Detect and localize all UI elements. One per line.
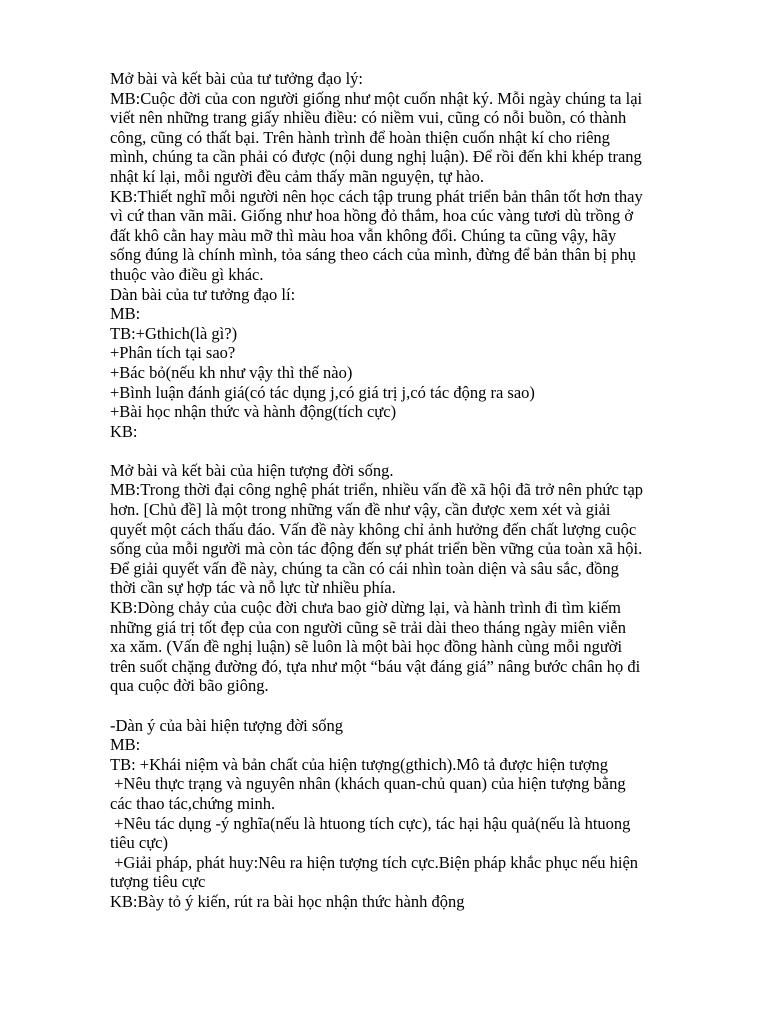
paragraph-line: thời cần sự hợp tác và nỗ lực từ nhiều phía. [110,578,396,598]
outline-heading: -Dàn ý của bài hiện tượng đời sống [110,715,344,735]
outline-item: +Giải pháp, phát huy:Nêu ra hiện tượng tích cực.Biện pháp khắc phục nếu hiện [110,852,639,872]
outline-item: KB: [110,421,138,441]
paragraph-line: MB:Trong thời đại công nghệ phát triển, nhiều vấn đề xã hội đã trở nên phức tạp [110,480,644,500]
blank-line [110,696,700,716]
outline-item: tượng tiêu cực [110,872,206,892]
outline-item: +Bình luận đánh giá(có tác dụng j,có giá trị j,có tác động ra sao) [110,382,535,402]
paragraph-line: công, cũng có thất bại. Trên hành trình để hoàn thiện cuốn nhật kí cho riêng [110,127,610,147]
outline-item: +Phân tích tại sao? [110,343,236,363]
paragraph-line: MB:Cuộc đời của con người giống như một cuốn nhật ký. Mỗi ngày chúng ta lại [110,88,643,108]
paragraph-line: quyết một cách thấu đáo. Vấn đề này không chỉ ảnh hưởng đến chất lượng cuộc [110,519,637,539]
outline-item: TB: +Khái niệm và bản chất của hiện tượng(gthich).Mô tả được hiện tượng [110,754,609,774]
paragraph-line: viết nên những trang giấy nhiều điều: có niềm vui, cũng có nỗi buồn, có thành [110,108,627,128]
outline-item: MB: [110,304,141,324]
heading-hien-tuong: Mở bài và kết bài của hiện tượng đời sống. [110,460,394,480]
section-dao-ly [110,69,700,441]
outline-item: các thao tác,chứng minh. [110,793,276,813]
paragraph-line: vì cứ than vãn mãi. Giống như hoa hồng đỏ thắm, hoa cúc vàng tươi dù trồng ở [110,206,634,226]
paragraph-line: qua cuộc đời bão giông. [110,676,269,696]
paragraph-line: đất khô cằn hay màu mỡ thì màu hoa vẫn không đổi. Chúng ta cũng vậy, hãy [110,225,617,245]
blank-line [110,441,700,461]
outline-item: MB: [110,735,141,755]
paragraph-line: Để giải quyết vấn đề này, chúng ta cần có cái nhìn toàn diện và sâu sắc, đồng [110,558,619,578]
paragraph-line: sống đúng là chính mình, tỏa sáng theo cách của mình, đừng để bản thân bị phụ [110,245,636,265]
paragraph-line: thuộc vào điều gì khác. [110,264,264,284]
outline-item: TB:+Gthich(là gì?) [110,323,238,343]
section-dan-y [110,716,700,912]
paragraph-line: mình, chúng ta cần phải có được (nội dung nghị luận). Để rồi đến khi khép trang [110,147,642,167]
paragraph-line: KB:Thiết nghĩ mỗi người nên học cách tập trung phát triển bản thân tốt hơn thay [110,186,643,206]
document-page [110,69,700,912]
paragraph-line: hơn. [Chủ đề] là một trong những vấn đề như vậy, cần được xem xét và giải [110,500,611,520]
paragraph-line: nhật kí lại, mỗi người đều cảm thấy mãn nguyện, tự hào. [110,166,484,186]
outline-item: +Nêu thực trạng và nguyên nhân (khách quan-chủ quan) của hiện tượng bằng [110,774,626,794]
outline-item: +Bài học nhận thức và hành động(tích cực) [110,402,397,422]
outline-item: tiêu cực) [110,833,168,853]
paragraph-line: trên suốt chặng đường đó, tựa như một “báu vật đáng giá” nâng bước chân họ đi [110,656,641,676]
paragraph-line: những giá trị tốt đẹp của con người cũng sẽ trải dài theo tháng ngày miên viễn [110,617,626,637]
paragraph-line: sống của mỗi người mà còn tác động đến sự phát triển bền vững của toàn xã hội. [110,539,643,559]
outline-item: KB:Bày tỏ ý kiến, rút ra bài học nhận thức hành động [110,891,465,911]
paragraph-line: xa xăm. (Vấn đề nghị luận) sẽ luôn là một bài học đồng hành cùng mỗi người [110,637,623,657]
heading-dao-ly: Mở bài và kết bài của tư tưởng đạo lý: [110,69,363,88]
outline-item: +Bác bỏ(nếu kh như vậy thì thế nào) [110,362,353,382]
outline-item: +Nêu tác dụng -ý nghĩa(nếu là htuong tích cực), tác hại hậu quả(nếu là htuong [110,813,631,833]
paragraph-line: KB:Dòng chảy của cuộc đời chưa bao giờ dừng lại, và hành trình đi tìm kiếm [110,598,621,618]
outline-heading: Dàn bài của tư tưởng đạo lí: [110,284,296,304]
section-hien-tuong [110,461,700,696]
